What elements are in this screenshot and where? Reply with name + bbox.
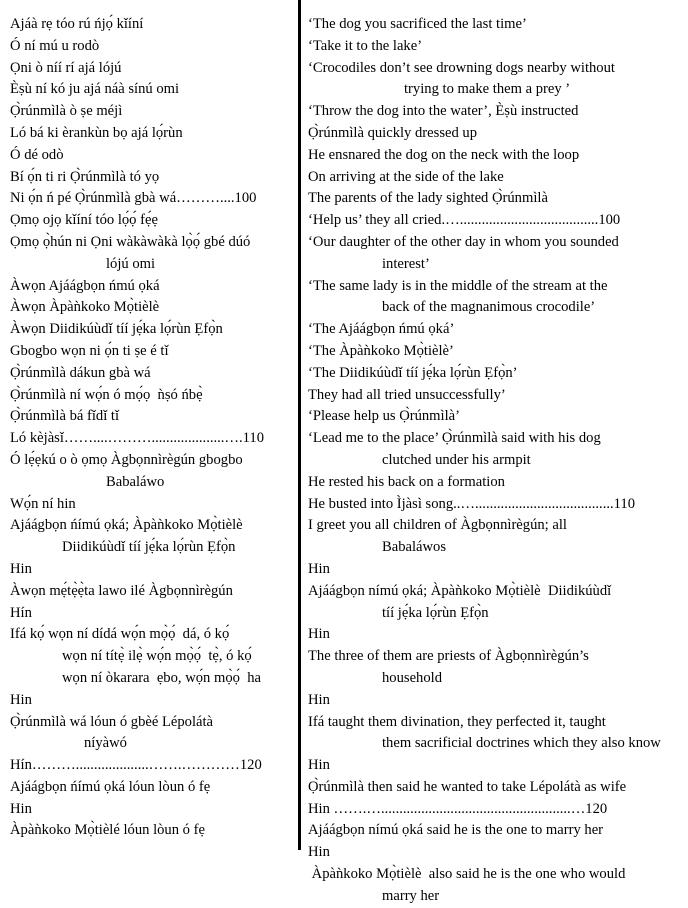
yoruba-line: Hin (10, 691, 32, 708)
yoruba-column (0, 0, 298, 842)
english-line: Babaláwos (382, 539, 447, 556)
english-line: ‘Crocodiles don’t see drowning dogs nearby without (308, 59, 615, 76)
english-line: ‘The same lady is in the middle of the stream at the (308, 277, 608, 294)
column-divider (298, 0, 301, 850)
english-line: I greet you all children of Àgbọnnìrègún; all (308, 517, 567, 534)
yoruba-line: níyàwó (84, 735, 127, 752)
yoruba-line: Ajáà rẹ tóo rú ńjọ́ kǐíní (10, 16, 144, 32)
english-line: ‘Throw the dog into the water’, Èṣù instructed (308, 103, 579, 120)
yoruba-line: Ọ̀rúnmìlà ò ṣe méjì (10, 103, 123, 120)
english-line: Hin (308, 560, 330, 577)
yoruba-line: Wọ́n ní hin (10, 495, 76, 512)
english-line: trying to make them a prey ’ (404, 81, 571, 98)
yoruba-line: Ọ̀rúnmìlà wá lóun ó gbèé Lépolátà (10, 713, 214, 730)
yoruba-line: Àwọn Àpàǹkoko Mọ̀tièlè (10, 299, 160, 316)
yoruba-line: Ọmọ ojọ kǐíní tóo lọ́ọ́ fẹ́ẹ (10, 212, 158, 229)
yoruba-line: Ó ní mú u rodò (10, 37, 100, 54)
yoruba-line: Ó lẹ́ẹkú o ò ọmọ Àgbọnnìrègún gbogbo (10, 451, 243, 468)
english-line: ‘The Diidikúùdǐ tíí jẹ́ka lọ́rùn Ẹfọ̀n’ (308, 364, 518, 381)
english-line: household (382, 669, 442, 686)
yoruba-line: Ló bá ki èrankùn bọ ajá lọ́rùn (10, 124, 183, 141)
english-line: Ajáágbọn nímú ọká; Àpàǹkoko Mọ̀tièlè Diidikúùdǐ (308, 582, 612, 599)
yoruba-line: Ló kèjàsǐ……....………....................….110 (10, 430, 265, 447)
english-line: Ajáágbọn nímú ọká said he is the one to marry her (308, 822, 604, 839)
yoruba-line: Ajáágbọn ńímú ọká lóun lòun ó fẹ (10, 778, 211, 795)
english-line: ‘Help us’ they all cried.…......................................100 (308, 212, 621, 229)
english-line: ‘The dog you sacrificed the last time’ (308, 16, 527, 32)
yoruba-line: Ni ọ́n ń pé Ọ̀rúnmìlà gbà wá………....100 (10, 190, 257, 207)
english-line: They had all tried unsuccessfully’ (308, 386, 506, 403)
english-line: The parents of the lady sighted Ọ̀rúnmìlà (308, 190, 548, 207)
english-line: On arriving at the side of the lake (308, 168, 504, 185)
yoruba-line: Àwọn Diidikúùdǐ tíí jẹ́ka lọ́rùn Ẹfọ̀n (10, 321, 223, 338)
english-line: He rested his back on a formation (308, 473, 505, 490)
yoruba-line: Hín………....................…….…………120 (10, 757, 262, 774)
yoruba-line: Ọ̀rúnmìlà ní wọ́n ó mọ́ọ ǹṣó ńbẹ̀ (10, 386, 203, 403)
yoruba-line: Bí ọ́n ti ri Ọ̀rúnmìlà tó yọ (10, 168, 160, 185)
yoruba-line: Ifá kọ́ wọn ní dídá wọ́n mọ̀ọ́ dá, ó kọ́ (10, 626, 230, 643)
yoruba-line: lójú omi (106, 255, 156, 272)
yoruba-line: Hín (10, 604, 32, 621)
yoruba-line: wọn ní títẹ̀ ilẹ̀ wọ́n mọ̀ọ́ tẹ̀, ó kọ́ (62, 648, 252, 665)
english-line: Hin (308, 757, 330, 774)
yoruba-line: Àwọn mẹ́tẹ̀ẹ̀ta lawo ilé Àgbọnnìrègún (10, 582, 233, 599)
english-line: clutched under his armpit (382, 451, 531, 468)
yoruba-line: Ọ̀rúnmìlà bá fǐdǐ tǐ (10, 408, 120, 425)
english-line: ‘Our daughter of the other day in whom you sounded (308, 233, 619, 250)
yoruba-line: Àwọn Ajáágbọn ńmú ọká (10, 277, 160, 294)
english-line: ‘The Ajáágbọn ńmú ọká’ (308, 321, 455, 338)
english-line: ‘Take it to the lake’ (308, 37, 423, 54)
yoruba-line: Ọmọ ọ̀hún ni Ọni wàkàwàkà lọ̀ọ́ gbé dúó (10, 233, 251, 250)
english-line: ‘The Àpàǹkoko Mọ̀tièlè’ (308, 342, 454, 359)
english-line: interest’ (382, 255, 430, 272)
yoruba-line: Èṣù ní kó ju ajá náà sínú omi (10, 81, 180, 98)
yoruba-line: Ọni ò níí rí ajá lójú (10, 59, 122, 76)
yoruba-line: Ó dé odò (10, 146, 64, 163)
english-line: them sacrificial doctrines which they also know (382, 735, 661, 752)
english-line: Hin (308, 626, 330, 643)
english-line: ‘Lead me to the place’ Ọ̀rúnmìlà said with his dog (308, 430, 601, 447)
english-line: Hin (308, 691, 330, 708)
english-line: Hin …….…....................................................…120 (308, 800, 608, 817)
yoruba-line: Diidikúùdǐ tíí jẹ́ka lọ́rùn Ẹfọ̀n (62, 539, 236, 556)
english-line: back of the magnanimous crocodile’ (382, 299, 596, 316)
english-line: He ensnared the dog on the neck with the loop (308, 146, 580, 163)
yoruba-line: Ajáágbọn ńímú ọká; Àpàǹkoko Mọ̀tièlè (10, 517, 243, 534)
english-line: Hin (308, 844, 330, 861)
yoruba-line: Gbogbo wọn ni ọ́n ti ṣe é tǐ (10, 342, 169, 359)
english-line: The three of them are priests of Àgbọnnìrègún’s (308, 648, 589, 665)
yoruba-line: Hin (10, 560, 32, 577)
english-line: ‘Please help us Ọ̀rúnmìlà’ (308, 408, 460, 425)
yoruba-line: Hin (10, 800, 32, 817)
yoruba-line: Àpàǹkoko Mọ̀tièlé lóun lòun ó fẹ (10, 822, 205, 839)
english-line: tíí jẹ́ka lọ́rùn Ẹfọ̀n (382, 604, 489, 621)
english-line: marry her (382, 887, 440, 904)
yoruba-line: wọn ní òkarara ẹbo, wọ́n mọ̀ọ́ ha (62, 669, 261, 686)
english-line: Ọ̀rúnmìlà quickly dressed up (308, 124, 478, 141)
english-column (298, 0, 688, 908)
english-line: Ifá taught them divination, they perfected it, taught (308, 713, 606, 730)
english-line: Àpàǹkoko Mọ̀tièlè also said he is the one who would (308, 866, 626, 883)
yoruba-line: Ọ̀rúnmìlà dákun gbà wá (10, 364, 151, 381)
english-line: Ọ̀rúnmìlà then said he wanted to take Lépolátà as wife (308, 778, 627, 795)
english-line: He busted into Ìjàsì song..…......................................110 (308, 495, 635, 512)
yoruba-line: Babaláwo (106, 473, 165, 490)
